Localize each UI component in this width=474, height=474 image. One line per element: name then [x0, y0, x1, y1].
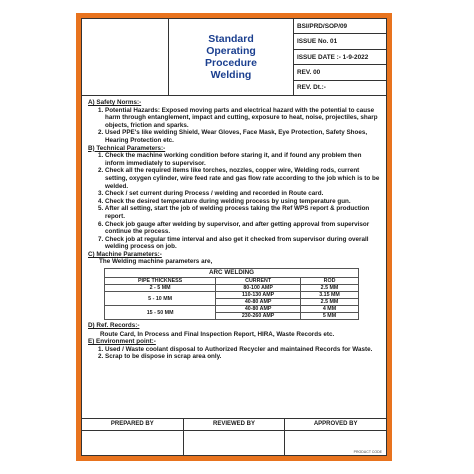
column-header: ROD: [301, 278, 359, 285]
table-cell: 4 MM: [301, 306, 359, 313]
section-technical: [88, 145, 380, 251]
title-line: Welding: [210, 69, 252, 81]
sop-sheet: [81, 18, 387, 456]
list-item: 2. Check all the required items like torches, nozzles, copper wire, Welding rods, current setting, oxygen cylinder, wire feed rate and gas flow rate according to the job which is to be welded.: [98, 167, 380, 190]
title-line: Procedure: [205, 57, 257, 69]
prepared-by-signature: [82, 431, 184, 455]
prepared-by-label: PREPARED BY: [82, 419, 184, 430]
table-cell: 5 MM: [301, 313, 359, 320]
table-cell: 3.15 MM: [301, 292, 359, 299]
list-item: 4. Check the desired temperature during welding process by using temperature gun.: [98, 197, 351, 205]
table-cell: 2 - 5 MM: [105, 285, 216, 292]
list-item: 2. Used PPE's like welding Shield, Wear Gloves, Face Mask, Eye Protection, Safety Shoes, Hearing Protection etc.: [98, 129, 368, 144]
logo-placeholder: [82, 19, 169, 95]
table-cell: 40-80 AMP: [216, 299, 301, 306]
table-row: [105, 292, 359, 299]
table-cell: 2.5 MM: [301, 299, 359, 306]
column-header: PIPE THICKNESS: [105, 278, 216, 285]
table-cell: 5 - 10 MM: [105, 292, 216, 306]
list-item: 3. Check / set current during Process / welding and recorded in Route card.: [98, 190, 324, 198]
list-item: 6. Check job gauge after welding by supervisor, and after getting approval from supervisor continue the process.: [98, 220, 370, 236]
signature-block: [82, 418, 386, 455]
signature-headers: [82, 419, 386, 431]
list-item: 1. Used / Waste coolant disposal to Authorized Recycler and maintained Records for Waste.: [98, 345, 373, 353]
doc-number: BSI/PRD/SOP/09: [294, 19, 386, 34]
issue-date: ISSUE DATE :- 1-9-2022: [294, 50, 386, 65]
revision-date: REV. Dt.:-: [297, 84, 326, 92]
safety-list: [98, 107, 380, 145]
table-cell: 110-130 AMP: [216, 292, 301, 299]
reviewed-by-signature: [184, 431, 286, 455]
arc-welding-table: [104, 268, 359, 320]
signature-fields: [82, 431, 386, 455]
list-item: 1. Potential Hazards: Exposed moving parts and electrical hazard with the potential to cause harm through entanglement, impact and cutting, exposure to heat, noise, projectiles, sharp objects, friction and sparks.: [98, 106, 378, 129]
table-cell: 2.5 MM: [301, 285, 359, 292]
table-caption: ARC WELDING: [105, 269, 359, 278]
technical-list: [98, 152, 380, 251]
section-environment: [88, 338, 380, 361]
sop-header: [82, 19, 386, 96]
column-header: CURRENT: [216, 278, 301, 285]
section-title: E) Environment point:-: [88, 338, 156, 346]
section-intro: The Welding machine parameters are,: [99, 258, 213, 266]
revision-number: REV. 00: [294, 65, 386, 80]
document-meta: [294, 19, 386, 95]
issue-number: ISSUE No. 01: [294, 34, 386, 49]
section-title: C) Machine Parameters:-: [88, 250, 162, 258]
footer-code: PRODUCT CODE: [353, 450, 382, 454]
table-cell: 40-80 AMP: [216, 306, 301, 313]
section-safety: [88, 99, 380, 145]
table-cell: 230-260 AMP: [216, 313, 301, 320]
section-title: B) Technical Parameters:-: [88, 144, 166, 152]
list-item: 5. After all setting, start the job of welding process taking the Ref WPS report & production report.: [98, 205, 370, 220]
table-row: [105, 306, 359, 313]
section-records: [88, 322, 380, 338]
title-box: [169, 19, 294, 95]
table-cell: 80-100 AMP: [216, 285, 301, 292]
reviewed-by-label: REVIEWED BY: [184, 419, 286, 430]
list-item: 1. Check the machine working condition before staring it, and if found any problem then inform immediately to supervisor.: [98, 152, 362, 167]
approved-by-label: APPROVED BY: [313, 421, 358, 427]
section-text: Route Card, In Process and Final Inspection Report, HIRA, Waste Records etc.: [100, 330, 335, 338]
section-title: D) Ref. Records:-: [88, 322, 140, 330]
list-item: 7. Check job at regular time interval and also get it checked from supervisor during overall welding process on job.: [98, 235, 369, 251]
table-cell: 15 - 50 MM: [105, 306, 216, 320]
orange-frame: [76, 13, 392, 461]
title-line: Standard Operating: [206, 33, 256, 57]
section-title: A) Safety Norms:-: [88, 99, 142, 106]
page-title: [186, 33, 276, 81]
table-row: [105, 285, 359, 292]
section-machine: [88, 251, 380, 320]
sop-content: [82, 96, 386, 361]
environment-list: [98, 346, 380, 361]
list-item: 2. Scrap to be dispose in scrap area only.: [98, 353, 222, 361]
